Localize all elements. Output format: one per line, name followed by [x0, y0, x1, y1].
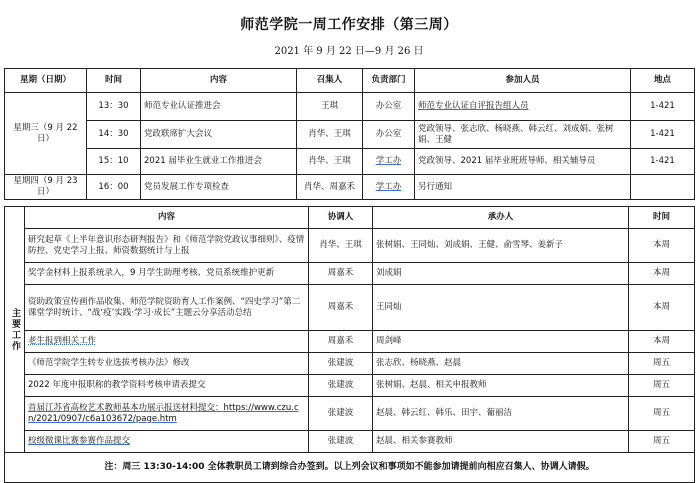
- work-handler: 赵晨、相关参赛教师: [373, 431, 629, 453]
- header-handler: 承办人: [373, 207, 629, 229]
- meeting-header-row: [5, 69, 695, 93]
- meeting-content: 师范专业认证推进会: [141, 93, 297, 121]
- work-time: 本周: [629, 263, 695, 285]
- meeting-attendees: 党政领导、张志欣、杨晓燕、韩云红、刘成娟、张树娟、王健: [415, 121, 631, 149]
- work-header-row: [5, 207, 695, 229]
- work-coordinator: 张建波: [309, 431, 373, 453]
- note-row: [5, 453, 695, 483]
- meeting-attendees: 另行通知: [415, 175, 631, 200]
- meeting-row: [5, 121, 695, 149]
- meeting-department: 学工办: [363, 175, 415, 200]
- work-coordinator: 肖华、王琪: [309, 229, 373, 263]
- weekday-cell: 星期三（9 月 22 日）: [5, 93, 87, 175]
- work-time: 本周: [629, 331, 695, 353]
- meeting-time: 16：00: [87, 175, 141, 200]
- header-time: 时间: [629, 207, 695, 229]
- work-row: [5, 353, 695, 375]
- work-content: 《师范学院学生转专业选拔考核办法》修改: [25, 353, 309, 375]
- work-content: 资助政策宣传画作品收集、师范学院资助育人工作案例、“四史学习”第二课堂学时统计、“战‘疫’实践·学习·成长”主题云分享活动总结: [25, 285, 309, 331]
- meeting-place: 1-421: [631, 93, 695, 121]
- meeting-convener: 王琪: [297, 93, 363, 121]
- header-content: 内容: [141, 69, 297, 93]
- work-handler: 赵晨、韩云红、韩乐、田宇、葡丽洁: [373, 397, 629, 431]
- work-time: 周五: [629, 353, 695, 375]
- work-content: 研究起草《上半年意识形态研判报告》和《师范学院党政议事细则》、疫情防控、党史学习上报、师资数据统计与上报: [25, 229, 309, 263]
- section-label: 主要工作: [5, 207, 25, 453]
- work-row: [5, 431, 695, 453]
- work-handler: 张树娟、赵晨、相关申报教师: [373, 375, 629, 397]
- work-row: [5, 285, 695, 331]
- page-title: 师范学院一周工作安排（第三周）: [240, 17, 458, 33]
- work-content: 首届江苏省高校艺术教师基本功展示报送材料提交：https://www.czu.cn/2021/0907/c6a103672/page.htm: [25, 397, 309, 431]
- meeting-place: [631, 175, 695, 200]
- meeting-convener: 肖华、周嘉禾: [297, 175, 363, 200]
- work-time: 周五: [629, 431, 695, 453]
- meeting-department: 办公室: [363, 93, 415, 121]
- work-row: [5, 331, 695, 353]
- meeting-schedule-table: [4, 68, 695, 200]
- meeting-time: 15：10: [87, 149, 141, 175]
- work-time: 周五: [629, 397, 695, 431]
- work-content: 2022 年度申报职称的教学资料考核申请表提交: [25, 375, 309, 397]
- header-coordinator: 协调人: [309, 207, 373, 229]
- meeting-attendees: 党政领导、2021 届毕业班班导师、相关辅导员: [415, 149, 631, 175]
- work-handler: 王同灿: [373, 285, 629, 331]
- work-coordinator: 张建波: [309, 397, 373, 431]
- date-range: 2021 年 9 月 22 日—9 月 26 日: [274, 46, 424, 57]
- meeting-content: 党员发展工作专项检查: [141, 175, 297, 200]
- meeting-convener: 肖华、王琪: [297, 149, 363, 175]
- meeting-place: 1-421: [631, 149, 695, 175]
- work-handler: 张志欣、杨晓燕、赵晨: [373, 353, 629, 375]
- header-department: 负责部门: [363, 69, 415, 93]
- work-row: [5, 397, 695, 431]
- work-content: 校级微课比赛参赛作品提交: [25, 431, 309, 453]
- work-content: 老生报到相关工作: [25, 331, 309, 353]
- work-coordinator: 周嘉禾: [309, 331, 373, 353]
- header-attendees: 参加人员: [415, 69, 631, 93]
- meeting-content: 党政联席扩大会议: [141, 121, 297, 149]
- meeting-place: 1-421: [631, 121, 695, 149]
- weekday-cell: 星期四（9 月 23 日）: [5, 175, 87, 200]
- work-time: 本周: [629, 229, 695, 263]
- header-content: 内容: [25, 207, 309, 229]
- work-time: 周五: [629, 375, 695, 397]
- work-time: 本周: [629, 285, 695, 331]
- meeting-row: [5, 149, 695, 175]
- work-coordinator: 张建波: [309, 375, 373, 397]
- work-coordinator: 周嘉禾: [309, 285, 373, 331]
- meeting-department: 学工办: [363, 149, 415, 175]
- header-convener: 召集人: [297, 69, 363, 93]
- work-row: [5, 229, 695, 263]
- meeting-time: 14：30: [87, 121, 141, 149]
- work-handler: 周剑峰: [373, 331, 629, 353]
- meeting-content: 2021 届毕业生就业工作推进会: [141, 149, 297, 175]
- header-place: 地点: [631, 69, 695, 93]
- work-row: [5, 263, 695, 285]
- work-content: 奖学金材料上报系统录入，9 月学生助理考核、党员系统维护更新: [25, 263, 309, 285]
- work-row: [5, 375, 695, 397]
- work-handler: 刘成娟: [373, 263, 629, 285]
- work-coordinator: 张建波: [309, 353, 373, 375]
- meeting-convener: 肖华、王琪: [297, 121, 363, 149]
- meeting-time: 13：30: [87, 93, 141, 121]
- header-weekday: 星期（日期）: [5, 69, 87, 93]
- main-work-table: [4, 206, 695, 483]
- header-time: 时间: [87, 69, 141, 93]
- work-handler: 张树娟、王同灿、刘成娟、王健、俞雪琴、姜新子: [373, 229, 629, 263]
- footnote: 注：周三 13:30-14:00 全体教职员工请到综合办签到。以上列会议和事项如不能参加请提前向相应召集人、协调人请假。: [5, 453, 695, 483]
- meeting-row: [5, 93, 695, 121]
- work-coordinator: 周嘉禾: [309, 263, 373, 285]
- meeting-row: [5, 175, 695, 200]
- meeting-attendees: 师范专业认证自评报告组人员: [415, 93, 631, 121]
- meeting-department: 办公室: [363, 121, 415, 149]
